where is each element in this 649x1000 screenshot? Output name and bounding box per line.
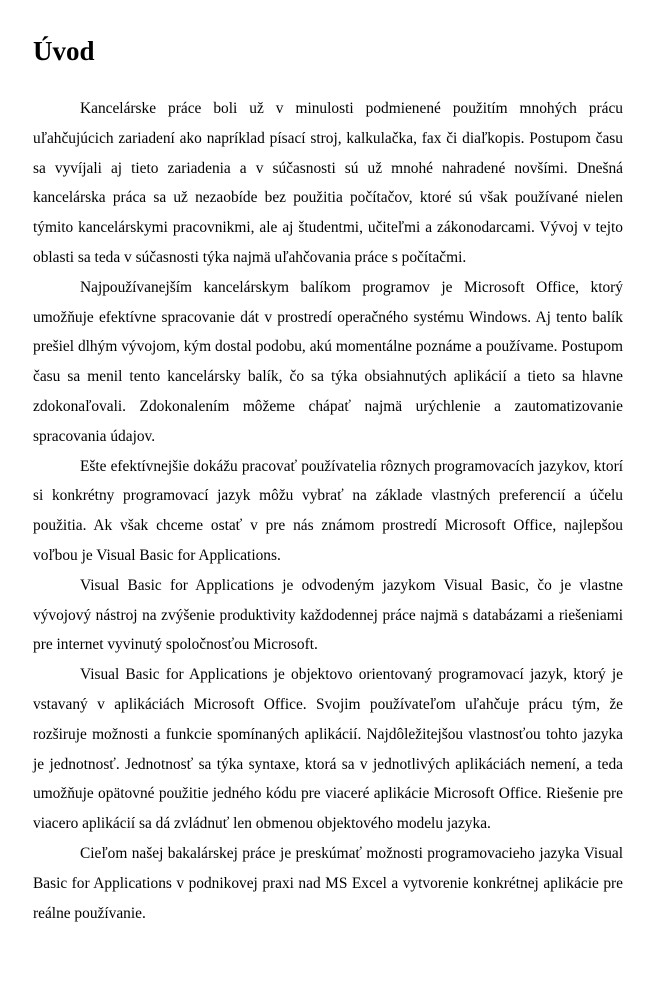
paragraph-4: Visual Basic for Applications je odvodeným jazykom Visual Basic, čo je vlastne vývojový nástroj na zvýšenie produktivity každodennej práce najmä s databázami a riešeniami pre internet vyvinutý spoločnosťou Microsoft. (33, 576, 623, 654)
paragraph-3: Ešte efektívnejšie dokážu pracovať používatelia rôznych programovacích jazykov, ktorí si konkrétny programovací jazyk môžu vybrať na základe vlastných preferencií a účelu použitia. Ak však chceme ostať v pre nás známom prostredí Microsoft Office, najlepšou voľbou je Visual Basic for Applications. (33, 457, 623, 564)
paragraph-6: Cieľom našej bakalárskej práce je preskúmať možnosti programovacieho jazyka Visual Basic for Applications v podnikovej praxi nad MS Excel a vytvorenie konkrétnej aplikácie pre reálne používanie. (33, 844, 623, 922)
paragraph-1: Kancelárske práce boli už v minulosti podmienené použitím mnohých prácu uľahčujúcich zariadení ako napríklad písací stroj, kalkulačka, fax či diaľkopis. Postupom času sa vyvíjali aj tieto zariadenia a v súčasnosti sú už mnohé nahradené novšími. Dnešná kancelárska práca sa už nezaobíde bez použitia počítačov, ktoré sú však používané nielen týmito kancelárskymi pracovnikmi, ale aj študentmi, učiteľmi a zákonodarcami. Vývoj v tejto oblasti sa teda v súčasnosti týka najmä uľahčovania práce s počítačmi. (33, 100, 623, 266)
document-page (33, 0, 623, 928)
paragraph-5: Visual Basic for Applications je objektovo orientovaný programovací jazyk, ktorý je vstavaný v aplikáciách Microsoft Office. Svojim používateľom uľahčuje prácu tým, že rozširuje možnosti a funkcie spomínaných aplikácií. Najdôležitejšou vlastnosťou tohto jazyka je jednotnosť. Jednotnosť sa týka syntaxe, ktorá sa v jednotlivých aplikáciách nemení, a teda umožňuje opätovné použitie jedného kódu pre viaceré aplikácie Microsoft Office. Riešenie pre viacero aplikácií sa dá zvládnuť len obmenou objektového modelu jazyka. (33, 666, 623, 833)
paragraph-2: Najpoužívanejším kancelárskym balíkom programov je Microsoft Office, ktorý umožňuje efektívne spracovanie dát v prostredí operačného systému Windows. Aj tento balík prešiel dlhým vývojom, kým dostal podobu, akú momentálne poznáme a používame. Postupom času sa menil tento kancelársky balík, čo sa týka obsiahnutých aplikácií a tieto sa hlavne zdokonaľovali. Zdokonalením môžeme chápať najmä urýchlenie a zautomatizovanie spracovania údajov. (33, 278, 623, 445)
section-heading: Úvod (33, 36, 95, 66)
body-text (33, 94, 623, 928)
